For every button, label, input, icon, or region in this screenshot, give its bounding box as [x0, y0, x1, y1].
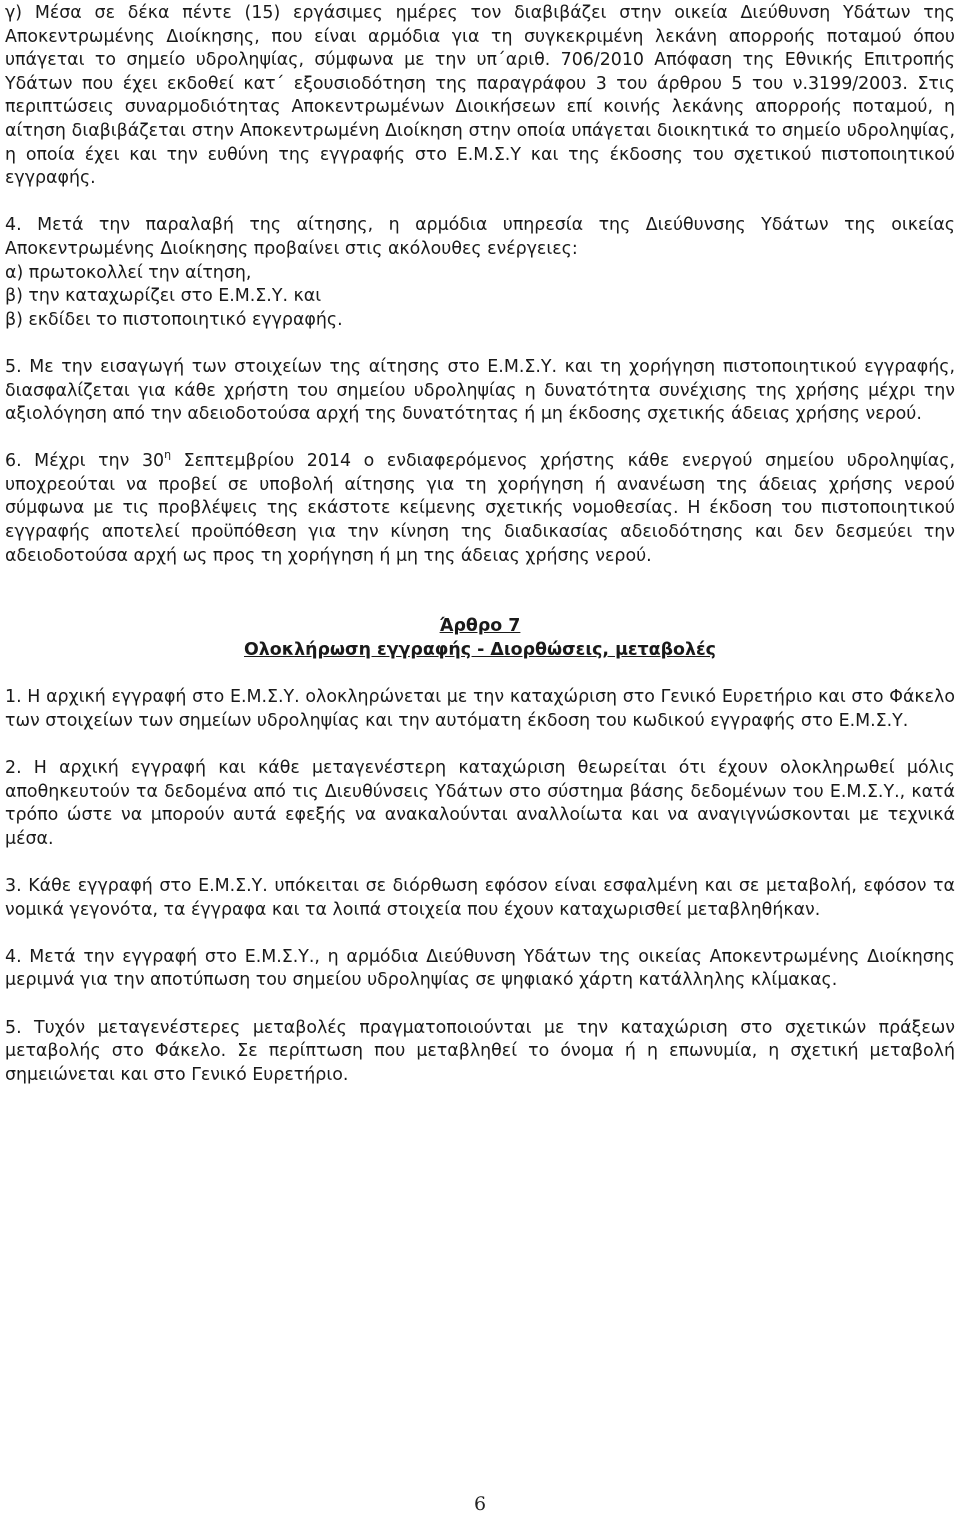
paragraph-5: 5. Με την εισαγωγή των στοιχείων της αίτησης στο Ε.Μ.Σ.Υ. και τη χορήγηση πιστοποιητικού εγγραφής, διασφαλίζεται για κάθε χρήστη του σημείου υδροληψίας η δυνατότητα συνέχισης της χρήσης μέχρι την αξιολόγηση από την αδειοδοτούσα αρχή της δυνατότητας ή μη έκδοσης σχετικής άδειας χρήσης νερού.: [5, 356, 955, 425]
document-page: [5, 2, 955, 1087]
paragraph-4-item-b2: β) εκδίδει το πιστοποιητικό εγγραφής.: [5, 309, 343, 330]
paragraph-6-after: Σεπτεμβρίου 2014 ο ενδιαφερόμενος χρήστης κάθε ενεργού σημείου υδροληψίας, υποχρεούται να προβεί σε υποβολή αίτησης για τη χορήγηση ή ανανέωση της άδειας χρήσης νερού σύμφωνα με τις προβλέψεις της εκάστοτε κείμενης σχετικής νομοθεσίας. Η έκδοση του πιστοποιητικού εγγραφής αποτελεί προϋπόθεση για την κίνηση της διαδικασίας αδειοδότησης και δεν δεσμεύει την αδειοδοτούσα αρχή ως προς τη χορήγηση ή μη της άδειας χρήσης νερού.: [5, 451, 955, 566]
article-paragraph-2: 2. Η αρχική εγγραφή και κάθε μεταγενέστερη καταχώριση θεωρείται ότι έχουν ολοκληρωθεί μόλις αποθηκευτούν τα δεδομένα από τις Διευθύνσεις Υδάτων στο σύστημα βάσης δεδομένων του Ε.Μ.Σ.Υ., κατά τρόπο ώστε να μπορούν αυτά εφεξής να ανακαλούνται αναλλοίωτα και να αναγιγνώσκονται με τεχνικά μέσα.: [5, 758, 955, 849]
article-number: Άρθρο 7: [439, 616, 521, 637]
article-paragraph-4: 4. Μετά την εγγραφή στο Ε.Μ.Σ.Υ., η αρμόδια Διεύθυνση Υδάτων της οικείας Αποκεντρωμένης Διοίκησης μεριμνά για την αποτύπωση του σημείου υδροληψίας σε ψηφιακό χάρτη κατάλληλης κλίμακας.: [5, 946, 955, 991]
paragraph-6-before: 6. Μέχρι την 30: [5, 451, 165, 472]
paragraph-g: γ) Μέσα σε δέκα πέντε (15) εργάσιμες ημέρες τον διαβιβάζει στην οικεία Διεύθυνση Υδάτων της Αποκεντρωμένης Διοίκησης, που είναι αρμόδια για τη συγκεκριμένη λεκάνη απορροής ποταμού όπου υπάγεται το σημείο υδροληψίας, σύμφωνα με την υπ΄αριθ. 706/2010 Απόφαση της Εθνικής Επιτροπής Υδάτων που έχει εκδοθεί κατ΄ εξουσιοδότηση της παραγράφου 3 του άρθρου 5 του ν.3199/2003. Στις περιπτώσεις συναρμοδιότητας Αποκεντρωμένων Διοικήσεων επί κοινής λεκάνης απορροής ποταμού, η αίτηση διαβιβάζεται στην Αποκεντρωμένη Διοίκηση στην οποία υπάγεται διοικητικά το σημείο υδροληψίας, η οποία έχει και την ευθύνη της εγγραφής στο Ε.Μ.Σ.Υ και της έκδοσης του σχετικού πιστοποιητικού εγγραφής.: [5, 3, 955, 189]
paragraph-4-intro: 4. Μετά την παραλαβή της αίτησης, η αρμόδια υπηρεσία της Διεύθυνσης Υδάτων της οικείας Αποκεντρωμένης Διοίκησης προβαίνει στις ακόλουθες ενέργειες:: [5, 215, 955, 259]
paragraph-6: [5, 450, 955, 568]
page-number: 6: [473, 1493, 487, 1515]
article-paragraph-5: 5. Τυχόν μεταγενέστερες μεταβολές πραγματοποιούνται με την καταχώριση στο σχετικών πράξεων μεταβολής στο Φάκελο. Σε περίπτωση που μεταβληθεί το όνομα ή η επωνυμία, η σχετική μεταβολή σημειώνεται και στο Γενικό Ευρετήριο.: [5, 1017, 955, 1085]
article-paragraph-1: 1. Η αρχική εγγραφή στο Ε.Μ.Σ.Υ. ολοκληρώνεται με την καταχώριση στο Γενικό Ευρετήριο και στο Φάκελο των στοιχείων των σημείων υδροληψίας και την αυτόματη έκδοση του κωδικού εγγραφής στο Ε.Μ.Σ.Υ.: [5, 687, 955, 731]
paragraph-4-item-a: α) πρωτοκολλεί την αίτηση,: [5, 262, 252, 283]
paragraph-4-item-b1: β) την καταχωρίζει στο Ε.Μ.Σ.Υ. και: [5, 286, 322, 307]
paragraph-6-superscript: η: [164, 448, 172, 462]
article-paragraph-3: 3. Κάθε εγγραφή στο Ε.Μ.Σ.Υ. υπόκειται σε διόρθωση εφόσον είναι εσφαλμένη και σε μεταβολή, εφόσον τα νομικά γεγονότα, τα έγγραφα και τα λοιπά στοιχεία που έχουν καταχωρισθεί μεταβληθήκαν.: [5, 875, 955, 920]
article-title: Ολοκλήρωση εγγραφής - Διορθώσεις, μεταβολές: [244, 640, 716, 661]
